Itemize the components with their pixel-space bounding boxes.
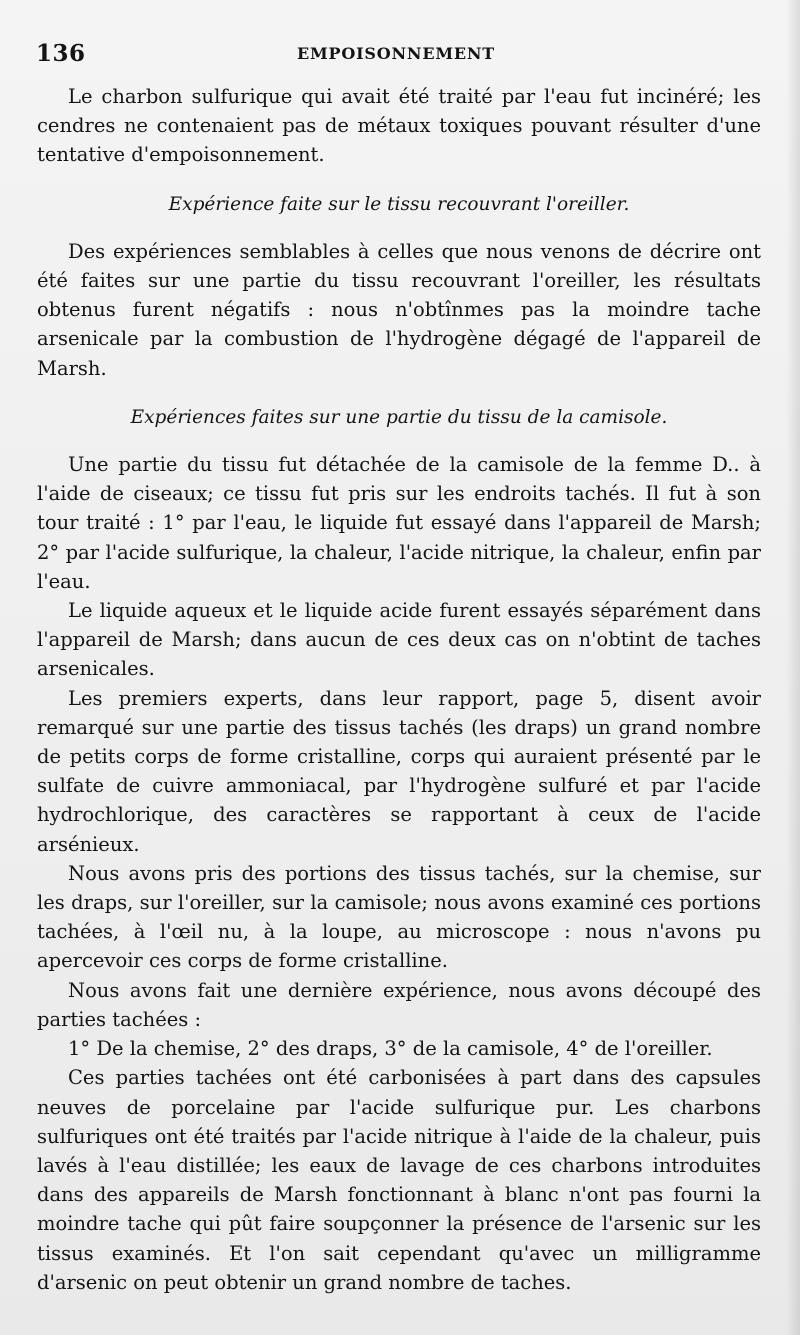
page-header — [36, 40, 756, 68]
paragraph-carbonisation: Ces parties tachées ont été carbonisées à part dans des capsules neuves de porcelaine par l'acide sulfurique pur. Les charbons sulfuriques ont été traités par l'acide nitrique à l'aide de la chaleur, puis lavés à l'eau distillée; les eaux de lavage de ces charbons introduites dans des appareils de Marsh fonctionnant à blanc n'ont pas fourni la moindre tache qui pût faire soupçonner la présence de l'arsenic sur les tissus examinés. Et l'on sait cependant qu'avec un milligramme d'arsenic on peut obtenir un grand nombre de taches. — [37, 1066, 761, 1294]
paragraph-premiers-experts: Les premiers experts, dans leur rapport, page 5, disent avoir remarqué sur une partie des tissus tachés (les draps) un grand nombre de petits corps de forme cristalline, corps qui auraient présenté par le sulfate de cuivre ammoniacal, par l'hydrogène sulfuré et par l'acide hydrochlorique, des caractères se rapportant à ceux de l'acide arsénieux. — [37, 686, 761, 856]
paragraph-charbon-sulfurique: Le charbon sulfurique qui avait été traité par l'eau fut incinéré; les cendres ne contenaient pas de métaux toxiques pouvant résulter d'une tentative d'empoisonnement. — [37, 85, 761, 167]
page-body — [37, 82, 761, 1297]
paragraph-liquide-aqueux: Le liquide aqueux et le liquide acide furent essayés séparément dans l'appareil de Marsh; dans aucun de ces deux cas on n'obtint de taches arsenicales. — [37, 599, 761, 681]
paragraph-portions-tachees: Nous avons pris des portions des tissus tachés, sur la chemise, sur les draps, sur l'oreiller, sur la camisole; nous avons examiné ces portions tachées, à l'œil nu, à la loupe, au microscope : nous n'avons pu apercevoir ces corps de forme cristalline. — [37, 861, 761, 973]
page-number: 136 — [36, 40, 86, 67]
running-head: EMPOISONNEMENT — [297, 44, 495, 63]
section-heading-camisole: Expériences faites sur une partie du tissu de la camisole. — [130, 406, 668, 428]
section-heading-oreiller: Expérience faite sur le tissu recouvrant l'oreiller. — [168, 193, 630, 215]
page-edge-shadow — [786, 0, 800, 1335]
paragraph-experiences-oreiller: Des expériences semblables à celles que nous venons de décrire ont été faites sur une partie du tissu recouvrant l'oreiller, les résultats obtenus furent négatifs : nous n'obtînmes pas la moindre tache arsenicale par la combustion de l'hydrogène dégagé de l'appareil de Marsh. — [37, 239, 761, 380]
paragraph-tissu-camisole: Une partie du tissu fut détachée de la camisole de la femme D.. à l'aide de ciseaux; ce tissu fut pris sur les endroits tachés. Il fut à son tour traité : 1° par l'eau, le liquide fut essayé dans l'appareil de Marsh; 2° par l'acide sulfurique, la chaleur, l'acide nitrique, la chaleur, enfin par l'eau. — [37, 453, 761, 593]
paragraph-derniere-experience: Nous avons fait une dernière expérience, nous avons découpé des parties tachées : — [37, 978, 761, 1031]
paragraph-liste-parties: 1° De la chemise, 2° des draps, 3° de la camisole, 4° de l'oreiller. — [68, 1037, 713, 1061]
